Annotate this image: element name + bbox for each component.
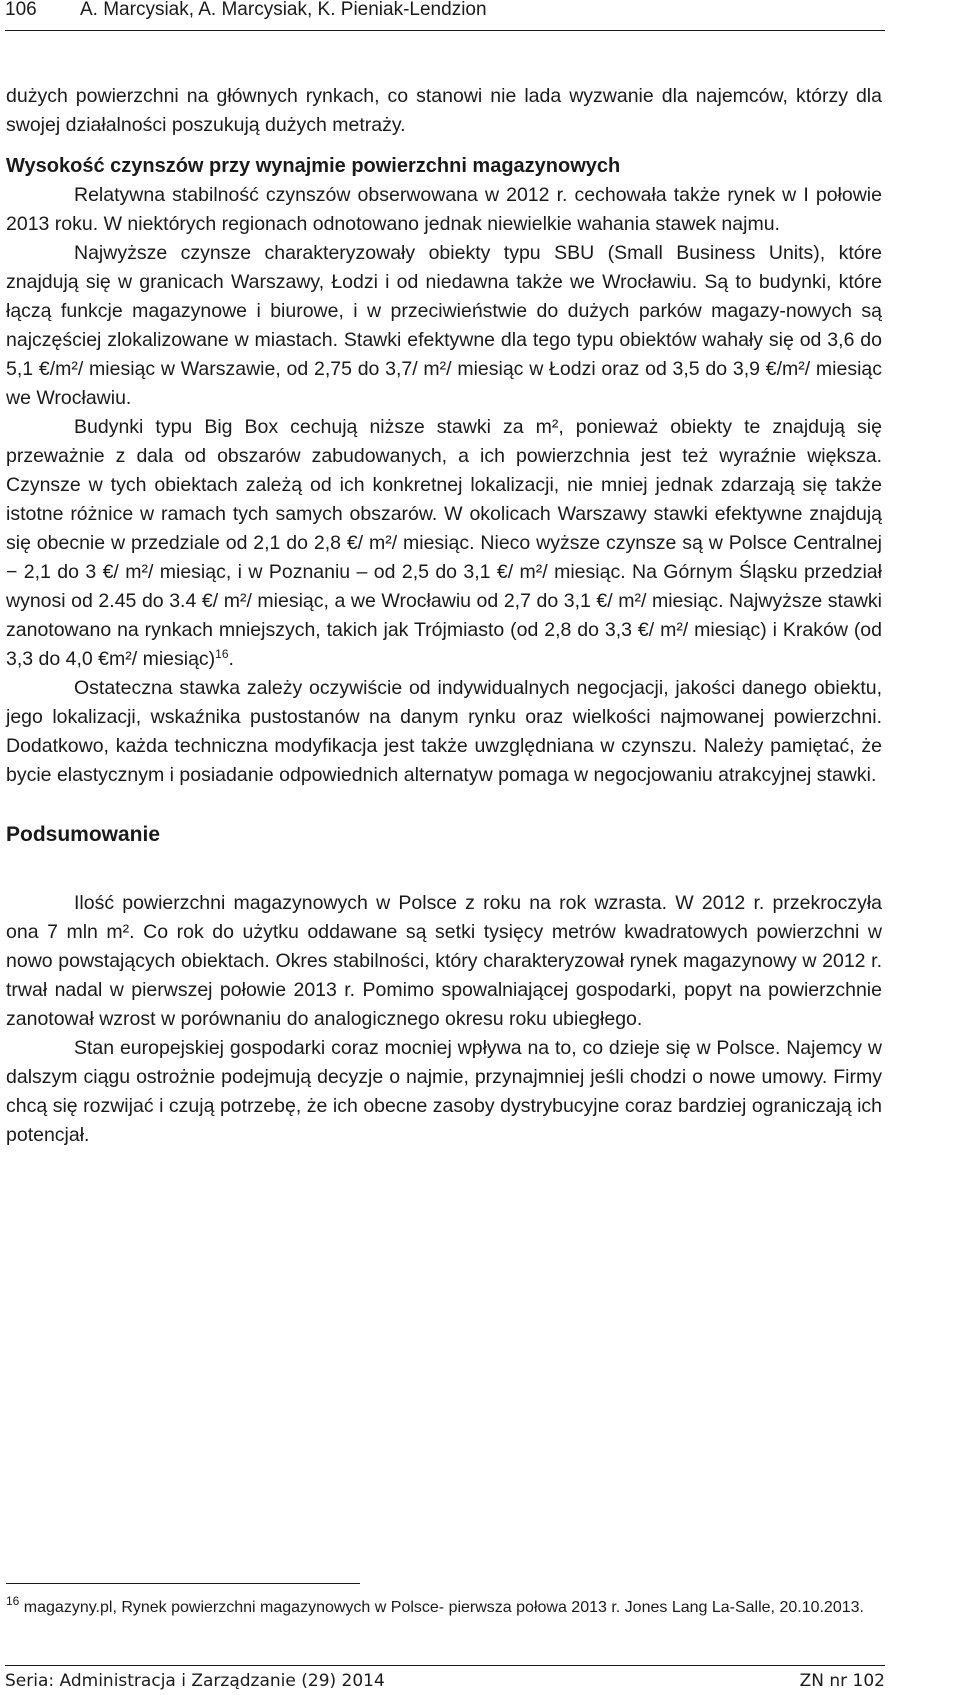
header-authors: A. Marcysiak, A. Marcysiak, K. Pieniak-Lendzion (80, 0, 487, 20)
paragraph-big-box-text: Budynki typu Big Box cechują niższe stawki za m², ponieważ obiekty te znajdują się przeważnie z dala od obszarów zabudowanych, a ich powierzchnia jest też wyraźnie większa. Czynsze w tych obiektach zależą od ich konkretnej lokalizacji, nie mniej jednak zdarzają się także istotne różnice w ramach tych samych obszarów. W okolicach Warszawy stawki efektywne znajdują się obecnie w przedziale od 2,1 do 2,8 €/ m²/ miesiąc. Nieco wyższe czynsze są w Polsce Centralnej − 2,1 do 3 €/ m²/ miesiąc, i w Poznaniu – od 2,5 do 3,1 €/ m²/ miesiąc. Na Górnym Śląsku przedział wynosi od 2.45 do 3.4 €/ m²/ miesiąc, a we Wrocławiu od 2,7 do 3,1 €/ m²/ miesiąc. Najwyższe stawki zanotowano na rynkach mniejszych, takich jak Trójmiasto (od 2,8 do 3,3 €/ m²/ miesiąc) i Kraków (od 3,3 do 4,0 €m²/ miesiąc) (6, 416, 882, 670)
running-header (5, 0, 885, 34)
section-title-rents: Wysokość czynszów przy wynajmie powierzchni magazynowych (6, 155, 621, 177)
article-body (6, 82, 882, 1150)
footer-issue: ZN nr 102 (799, 1671, 885, 1691)
footnote (6, 1596, 882, 1619)
paragraph-big-box-end: . (228, 648, 234, 670)
footnote-number: 16 (6, 1594, 20, 1608)
paragraph-intro: dużych powierzchni na głównych rynkach, co stanowi nie lada wyzwanie dla najemców, którzy dla swojej działalności poszukują dużych metraży. (6, 85, 882, 136)
paragraph-negotiation: Ostateczna stawka zależy oczywiście od indywidualnych negocjacji, jakości danego obiektu, jego lokalizacji, wskaźnika pustostanów na danym rynku oraz wielkości najmowanej powierzchni. Dodatkowo, każda techniczna modyfikacja jest także uwzględniana w czynszu. Należy pamiętać, że bycie elastycznym i posiadanie odpowiednich alternatyw pomaga w negocjowaniu atrakcyjnej stawki. (6, 677, 882, 786)
header-divider (5, 30, 885, 31)
footnote-divider (6, 1583, 360, 1584)
footer-series: Seria: Administracja i Zarządzanie (29) 2014 (5, 1671, 385, 1691)
paragraph-summary-growth: Ilość powierzchni magazynowych w Polsce z roku na rok wzrasta. W 2012 r. przekroczyła ona 7 mln m². Co rok do użytku oddawane są setki tysięcy metrów kwadratowych powierzchni w nowo powstających obiektach. Okres stabilności, który charakteryzował rynek magazynowy w 2012 r. trwał nadal w pierwszej połowie 2013 r. Pomimo spowalniającej gospodarki, popyt na powierzchnie zanotował wzrost w porównaniu do analogicznego okresu roku ubiegłego. (6, 892, 882, 1030)
paragraph-big-box-rents (6, 413, 882, 674)
section-title-summary: Podsumowanie (6, 823, 161, 846)
paragraph-sbu-rents: Najwyższe czynsze charakteryzowały obiekty typu SBU (Small Business Units), które znajdują się w granicach Warszawy, Łodzi i od niedawna także we Wrocławiu. Są to budynki, które łączą funkcje magazynowe i biurowe, i w przeciwieństwie do dużych parków magazy-nowych są najczęściej zlokalizowane w miastach. Stawki efektywne dla tego typu obiektów wahały się od 3,6 do 5,1 €/m²/ miesiąc w Warszawie, od 2,75 do 3,7/ m²/ miesiąc w Łodzi oraz od 3,5 do 3,9 €/m²/ miesiąc we Wrocławiu. (6, 242, 882, 409)
paragraph-rent-stability: Relatywna stabilność czynszów obserwowana w 2012 r. cechowała także rynek w I połowie 2013 roku. W niektórych regionach odnotowano jednak niewielkie wahania stawek najmu. (6, 184, 882, 235)
footnote-reference[interactable]: 16 (215, 647, 229, 661)
page-number: 106 (5, 0, 37, 20)
paragraph-summary-economy: Stan europejskiej gospodarki coraz mocniej wpływa na to, co dzieje się w Polsce. Najemcy w dalszym ciągu ostrożnie podejmują decyzje o najmie, przynajmniej jeśli chodzi o nowe umowy. Firmy chcą się rozwijać i czują potrzebę, że ich obecne zasoby dystrybucyjne coraz bardziej ograniczają ich potencjał. (6, 1037, 882, 1146)
footnote-text: magazyny.pl, Rynek powierzchni magazynowych w Polsce- pierwsza połowa 2013 r. Jones Lang La-Salle, 20.10.2013. (19, 1599, 864, 1616)
running-footer (5, 1670, 885, 1692)
footer-divider (5, 1665, 885, 1666)
